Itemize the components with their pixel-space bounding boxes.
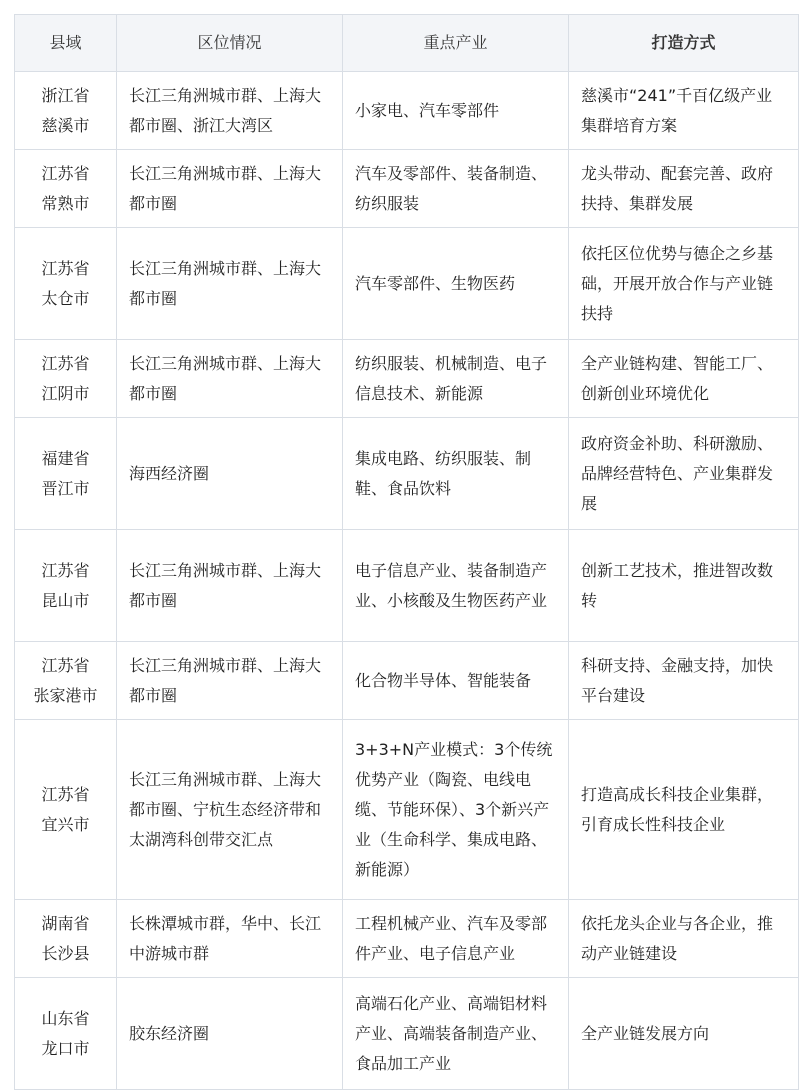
location-cell: 长株潭城市群，华中、长江中游城市群 (117, 900, 343, 978)
city-text: 龙口市 (41, 1038, 90, 1058)
location-cell: 长江三角洲城市群、上海大都市圈 (117, 150, 343, 228)
table-row (15, 720, 799, 900)
province-text: 江苏省 (41, 560, 90, 580)
industry-cell: 高端石化产业、高端铝材料产业、高端装备制造产业、食品加工产业 (343, 978, 569, 1090)
county-industry-table (14, 14, 799, 1090)
location-cell: 长江三角洲城市群、上海大都市圈 (117, 642, 343, 720)
approach-cell: 依托龙头企业与各企业，推动产业链建设 (569, 900, 799, 978)
approach-cell: 打造高成长科技企业集群，引育成长性科技企业 (569, 720, 799, 900)
county-cell (15, 228, 117, 340)
province-text: 江苏省 (41, 258, 90, 278)
city-text: 晋江市 (41, 478, 90, 498)
county-cell (15, 978, 117, 1090)
header-county: 县域 (15, 15, 117, 72)
approach-cell: 慈溪市“241”千百亿级产业集群培育方案 (569, 72, 799, 150)
location-cell: 长江三角洲城市群、上海大都市圈 (117, 340, 343, 418)
county-cell (15, 720, 117, 900)
county-cell (15, 900, 117, 978)
industry-cell: 电子信息产业、装备制造产业、小核酸及生物医药产业 (343, 530, 569, 642)
industry-cell: 集成电路、纺织服装、制鞋、食品饮料 (343, 418, 569, 530)
approach-cell: 全产业链发展方向 (569, 978, 799, 1090)
province-text: 江苏省 (41, 163, 90, 183)
industry-cell: 纺织服装、机械制造、电子信息技术、新能源 (343, 340, 569, 418)
approach-cell: 龙头带动、配套完善、政府扶持、集群发展 (569, 150, 799, 228)
approach-cell: 全产业链构建、智能工厂、创新创业环境优化 (569, 340, 799, 418)
city-text: 张家港市 (33, 685, 98, 705)
province-text: 湖南省 (41, 913, 90, 933)
table-row (15, 72, 799, 150)
table-row (15, 530, 799, 642)
approach-cell: 依托区位优势与德企之乡基础，开展开放合作与产业链扶持 (569, 228, 799, 340)
city-text: 昆山市 (41, 590, 90, 610)
province-text: 江苏省 (41, 655, 90, 675)
city-text: 长沙县 (41, 943, 90, 963)
table-row (15, 150, 799, 228)
province-text: 江苏省 (41, 353, 90, 373)
province-text: 福建省 (41, 448, 90, 468)
industry-cell: 3+3+N产业模式：3个传统优势产业（陶瓷、电线电缆、节能环保）、3个新兴产业（生命科学、集成电路、新能源） (343, 720, 569, 900)
approach-cell: 科研支持、金融支持，加快平台建设 (569, 642, 799, 720)
industry-cell: 汽车零部件、生物医药 (343, 228, 569, 340)
county-cell (15, 530, 117, 642)
table-row (15, 978, 799, 1090)
approach-cell: 创新工艺技术，推进智改数转 (569, 530, 799, 642)
table-row (15, 900, 799, 978)
city-text: 慈溪市 (41, 115, 90, 135)
city-text: 江阴市 (41, 383, 90, 403)
province-text: 江苏省 (41, 784, 90, 804)
table-row (15, 418, 799, 530)
header-location: 区位情况 (117, 15, 343, 72)
header-industry: 重点产业 (343, 15, 569, 72)
location-cell: 长江三角洲城市群、上海大都市圈 (117, 228, 343, 340)
industry-cell: 工程机械产业、汽车及零部件产业、电子信息产业 (343, 900, 569, 978)
county-cell (15, 72, 117, 150)
industry-cell: 汽车及零部件、装备制造、纺织服装 (343, 150, 569, 228)
approach-cell: 政府资金补助、科研激励、品牌经营特色、产业集群发展 (569, 418, 799, 530)
table-container (14, 14, 798, 1090)
location-cell: 海西经济圈 (117, 418, 343, 530)
header-approach: 打造方式 (569, 15, 799, 72)
table-header-row (15, 15, 799, 72)
table-row (15, 340, 799, 418)
province-text: 浙江省 (41, 85, 90, 105)
location-cell: 长江三角洲城市群、上海大都市圈、宁杭生态经济带和太湖湾科创带交汇点 (117, 720, 343, 900)
location-cell: 长江三角洲城市群、上海大都市圈 (117, 530, 343, 642)
city-text: 太仓市 (41, 288, 90, 308)
city-text: 宜兴市 (41, 814, 90, 834)
location-cell: 胶东经济圈 (117, 978, 343, 1090)
table-row (15, 642, 799, 720)
industry-cell: 化合物半导体、智能装备 (343, 642, 569, 720)
county-cell (15, 150, 117, 228)
industry-cell: 小家电、汽车零部件 (343, 72, 569, 150)
location-cell: 长江三角洲城市群、上海大都市圈、浙江大湾区 (117, 72, 343, 150)
county-cell (15, 418, 117, 530)
province-text: 山东省 (41, 1008, 90, 1028)
city-text: 常熟市 (41, 193, 90, 213)
county-cell (15, 340, 117, 418)
county-cell (15, 642, 117, 720)
table-row (15, 228, 799, 340)
